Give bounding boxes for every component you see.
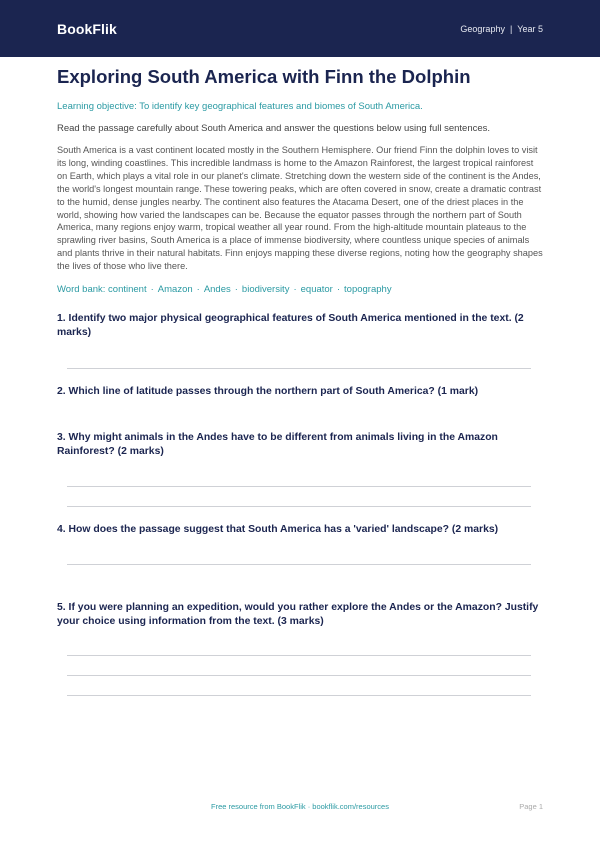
subject-meta [460, 24, 543, 34]
question-3: 3. Why might animals in the Andes have to be different from animals living in the Amazon Rainforest? (2 marks) [57, 432, 498, 458]
word-bank-item: Andes [203, 284, 231, 296]
answer-area-1[interactable] [67, 340, 531, 369]
word-bank-item: topography [344, 284, 392, 296]
answer-line[interactable] [67, 695, 531, 696]
answer-line[interactable] [67, 675, 531, 676]
word-bank-item: Amazon [157, 284, 193, 296]
answer-line[interactable] [67, 506, 531, 507]
brand-logo: BookFlik [57, 20, 117, 37]
word-bank-separator: · [336, 284, 341, 296]
answer-area-4[interactable] [67, 537, 531, 565]
question-5: 5. If you were planning an expedition, would you rather explore the Andes or the Amazon? Justify your choice using information from the text. (3 marks) [57, 602, 539, 628]
answer-line[interactable] [67, 564, 531, 565]
footer-link[interactable]: Free resource from BookFlik · bookflik.com/resources [211, 802, 389, 811]
word-bank-separator: · [196, 284, 200, 296]
word-bank-item: equator [300, 284, 333, 296]
worksheet-content [57, 66, 543, 696]
page-header [0, 0, 600, 57]
page-title: Exploring South America with Finn the Dolphin [57, 66, 471, 87]
page-number: Page 1 [519, 802, 543, 811]
word-bank-separator: · [234, 284, 238, 296]
question-2: 2. Which line of latitude passes through the northern part of South America? (1 mark) [57, 386, 479, 398]
question-1: 1. Identify two major physical geographical features of South America mentioned in the text. (2 marks) [57, 313, 524, 339]
answer-line[interactable] [67, 486, 531, 487]
word-bank-separator: · [293, 284, 297, 296]
answer-line[interactable] [67, 655, 531, 656]
question-4: 4. How does the passage suggest that South America has a 'varied' landscape? (2 marks) [57, 524, 499, 536]
page-footer [0, 802, 600, 814]
answer-area-3[interactable] [67, 459, 531, 507]
subject-label: Geography [460, 23, 505, 34]
word-bank [57, 283, 543, 296]
instructions: Read the passage carefully about South America and answer the questions below using full sentences. [57, 123, 491, 134]
word-bank-item: biodiversity [241, 284, 290, 296]
answer-line[interactable] [67, 368, 531, 369]
learning-objective: Learning objective: To identify key geographical features and biomes of South America. [57, 101, 423, 112]
answer-area-5[interactable] [67, 629, 531, 696]
year-label: Year 5 [517, 23, 543, 34]
reading-passage: South America is a vast continent located mostly in the Southern Hemisphere. Our friend Finn the dolphin loves to visit its long, winding coastlines. This incredible landmass is home to the Amazon Rainforest, the largest tropical rainforest on Earth, which plays a vital role in our planet's climate. Stretching down the western side of the continent is the Andes, the world's longest mountain range. These towering peaks, which are often covered in snow, create a dramatic contrast to the humid, dense jungles nearby. The continent also features the Atacama Desert, one of the driest places in the world, showing how varied the landscapes can be. Because the equator passes through the northern part of South America, many regions enjoy warm, tropical weather all year round. From the high-altitude mountain plateaus to the sprawling river basins, South America is a place of immense biodiversity, where countless unique species of animals and plants thrive in their natural habitats. Finn enjoys mapping these diverse regions, noting how the geography shapes the lives of those who live there. [57, 145, 543, 272]
word-bank-item: continent [108, 284, 147, 296]
word-bank-separator: · [150, 284, 154, 296]
word-bank-label: Word bank: [57, 284, 106, 296]
meta-separator: | [509, 23, 513, 34]
